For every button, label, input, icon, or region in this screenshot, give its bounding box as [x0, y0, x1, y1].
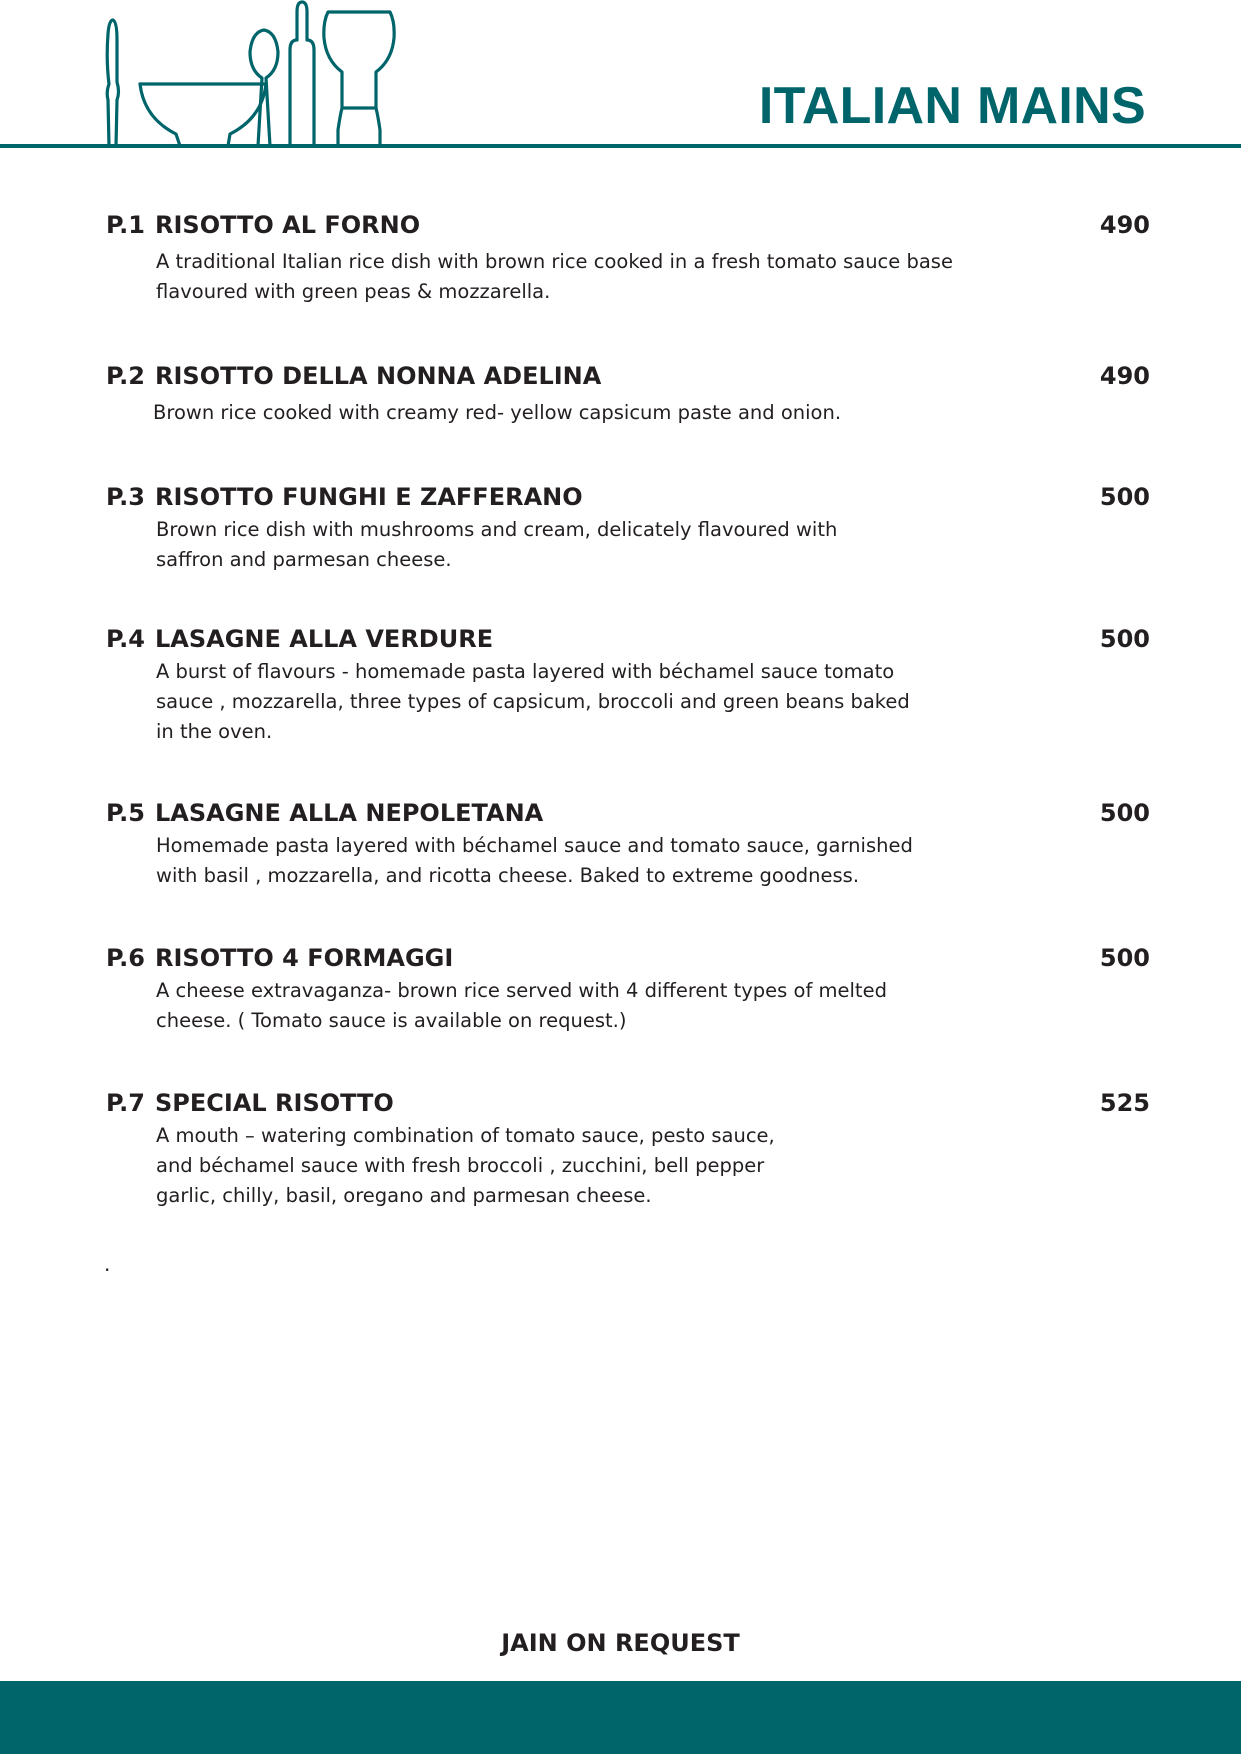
item-price: 500 [1099, 483, 1150, 511]
item-code: P.4 [106, 625, 145, 653]
menu-item [106, 1085, 1150, 1211]
trailing-mark: . [104, 1252, 111, 1276]
item-name: LASAGNE ALLA VERDURE [155, 625, 494, 653]
item-code: P.3 [106, 483, 145, 511]
item-name: SPECIAL RISOTTO [155, 1089, 394, 1117]
tableware-illustration-icon [100, 0, 400, 150]
item-code: P.7 [106, 1089, 145, 1117]
item-code: P.2 [106, 362, 145, 390]
item-description: A cheese extravaganza- brown rice served with 4 different types of melted cheese. ( Tomato sauce is available on request.) [156, 979, 887, 1032]
item-description: A traditional Italian rice dish with brown rice cooked in a fresh tomato sauce base flavoured with green peas & mozzarella. [156, 250, 953, 303]
menu-item [106, 795, 1150, 891]
item-description: Brown rice dish with mushrooms and cream, delicately flavoured with saffron and parmesan cheese. [156, 518, 838, 571]
item-name: RISOTTO DELLA NONNA ADELINA [155, 362, 602, 390]
item-description: Homemade pasta layered with béchamel sauce and tomato sauce, garnished with basil , mozzarella, and ricotta cheese. Baked to extreme goodness. [156, 834, 913, 887]
footer-note: JAIN ON REQUEST [501, 1629, 740, 1657]
menu-item [106, 207, 1150, 307]
item-description: A burst of flavours - homemade pasta layered with béchamel sauce tomato sauce , mozzarella, three types of capsicum, broccoli and green beans baked in the oven. [156, 660, 910, 743]
footer-band [0, 1681, 1241, 1754]
item-price: 500 [1099, 799, 1150, 827]
page-title: ITALIAN MAINS [758, 77, 1146, 135]
item-description: Brown rice cooked with creamy red- yellow capsicum paste and onion. [153, 401, 842, 424]
item-price: 490 [1099, 362, 1150, 390]
item-name: RISOTTO AL FORNO [155, 211, 421, 239]
item-name: RISOTTO FUNGHI E ZAFFERANO [155, 483, 583, 511]
item-price: 490 [1099, 211, 1150, 239]
item-code: P.5 [106, 799, 145, 827]
item-price: 500 [1099, 625, 1150, 653]
header-divider [0, 144, 1241, 148]
menu-item [106, 940, 1150, 1036]
item-name: LASAGNE ALLA NEPOLETANA [155, 799, 544, 827]
menu-item [106, 621, 1150, 747]
item-name: RISOTTO 4 FORMAGGI [155, 944, 454, 972]
item-description: A mouth – watering combination of tomato sauce, pesto sauce, and béchamel sauce with fresh broccoli , zucchini, bell pepper garlic, chilly, basil, oregano and parmesan cheese. [156, 1124, 775, 1207]
menu-item [106, 358, 1150, 428]
item-code: P.6 [106, 944, 145, 972]
menu-item [106, 479, 1150, 575]
item-price: 500 [1099, 944, 1150, 972]
item-code: P.1 [106, 211, 145, 239]
item-price: 525 [1099, 1089, 1150, 1117]
